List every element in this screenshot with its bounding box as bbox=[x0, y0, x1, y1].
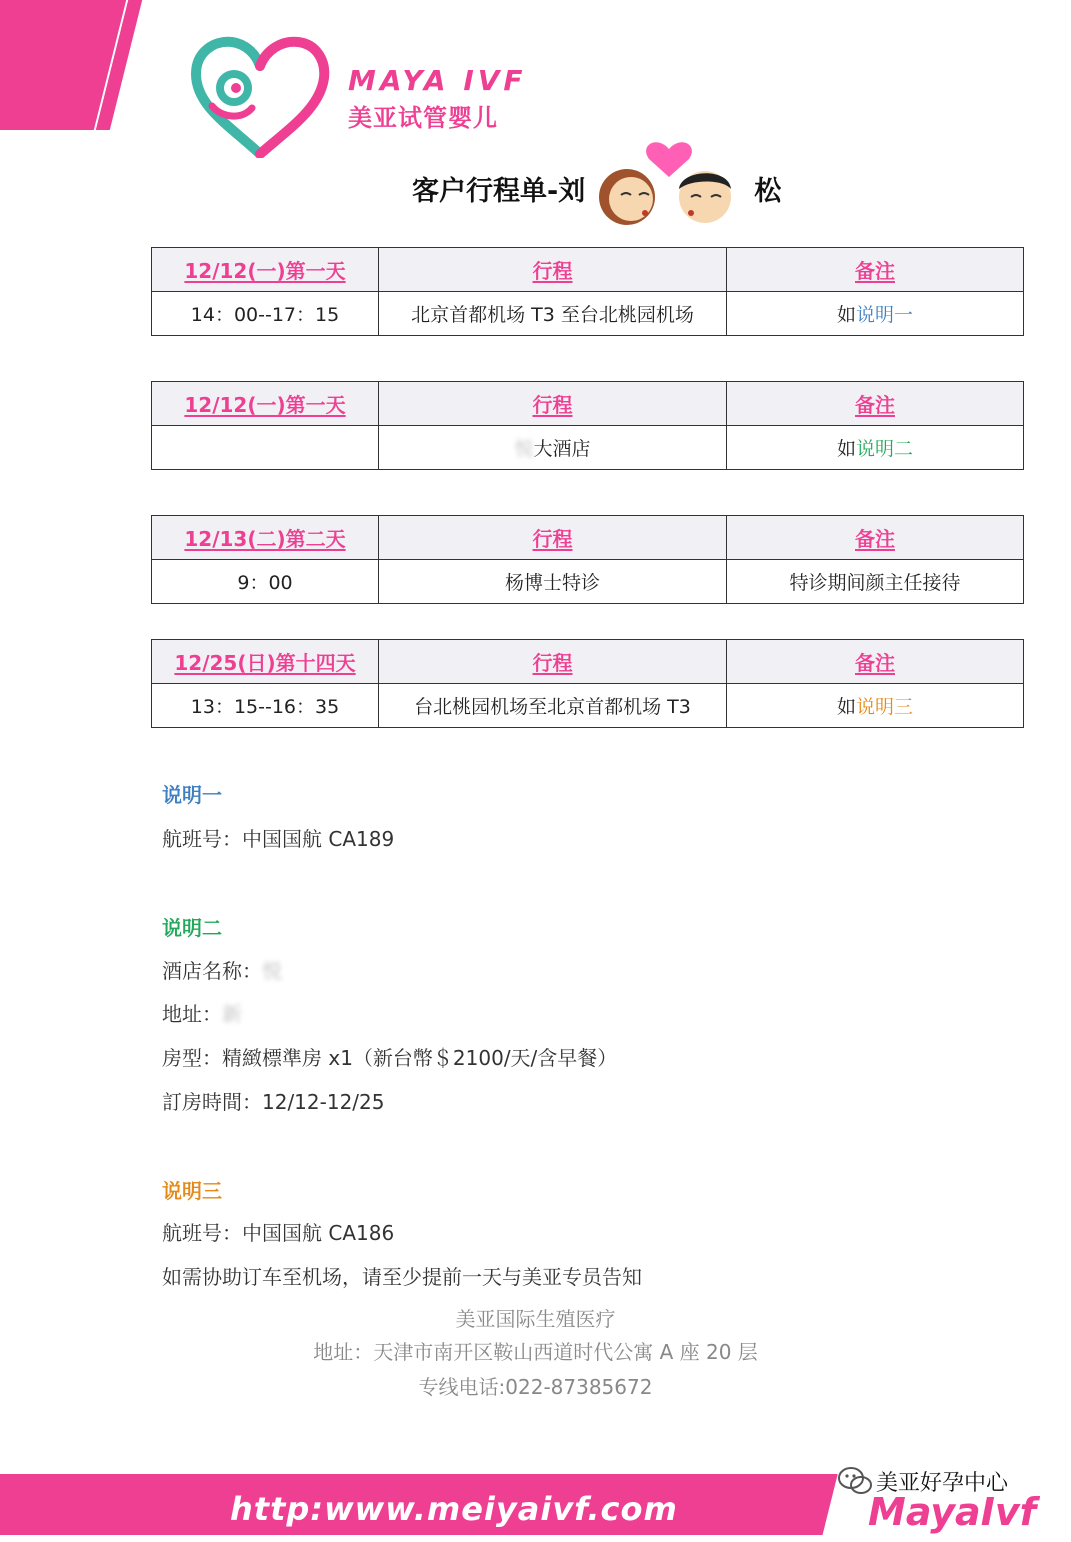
itinerary-table-day14 bbox=[151, 639, 1024, 728]
time-cell: 9：00 bbox=[152, 560, 379, 604]
note-link-one: 说明一 bbox=[856, 304, 914, 326]
footer-address: 地址：天津市南开区鞍山西道时代公寓 A 座 20 层 bbox=[313, 1340, 758, 1364]
note-two-address: 地址：新 bbox=[162, 1002, 242, 1026]
note-header: 备注 bbox=[727, 640, 1024, 684]
brand-name-cn: 美亚试管婴儿 bbox=[348, 104, 498, 132]
note-two-booking: 訂房時間：12/12-12/25 bbox=[162, 1090, 385, 1114]
table-header-row bbox=[152, 516, 1024, 560]
note-two-heading: 说明二 bbox=[162, 916, 222, 940]
table-header-row bbox=[152, 382, 1024, 426]
note-cell: 特诊期间颜主任接待 bbox=[727, 560, 1024, 604]
brand-name-en: MAYA IVF bbox=[348, 64, 527, 97]
itinerary-cell: 杨博士特诊 bbox=[379, 560, 727, 604]
note-one-flight: 航班号：中国国航 CA189 bbox=[162, 827, 395, 851]
note-header: 备注 bbox=[727, 382, 1024, 426]
day-label: 12/25(日)第十四天 bbox=[152, 640, 379, 684]
itinerary-header: 行程 bbox=[379, 640, 727, 684]
table-header-row bbox=[152, 640, 1024, 684]
maya-heart-logo-icon bbox=[190, 36, 330, 158]
note-header: 备注 bbox=[727, 248, 1024, 292]
itinerary-cell: 悦大酒店 bbox=[379, 426, 727, 470]
day-label: 12/12(一)第一天 bbox=[152, 248, 379, 292]
footer-org: 美亚国际生殖医疗 bbox=[455, 1307, 616, 1331]
note-three-car: 如需协助订车至机场，请至少提前一天与美亚专员告知 bbox=[162, 1265, 642, 1289]
note-cell: 如说明一 bbox=[727, 292, 1024, 336]
page-title bbox=[412, 166, 781, 210]
itinerary-header: 行程 bbox=[379, 516, 727, 560]
note-link-two: 说明二 bbox=[856, 438, 914, 460]
itinerary-table-day1-flight bbox=[151, 247, 1024, 336]
itinerary-header: 行程 bbox=[379, 382, 727, 426]
footer-url: http:www.meiyaivf.com bbox=[230, 1490, 678, 1528]
table-row bbox=[152, 292, 1024, 336]
itinerary-cell: 台北桃园机场至北京首都机场 T3 bbox=[379, 684, 727, 728]
footer-phone: 专线电话:022-87385672 bbox=[418, 1375, 653, 1399]
table-row bbox=[152, 684, 1024, 728]
table-row bbox=[152, 426, 1024, 470]
day-label: 12/12(一)第一天 bbox=[152, 382, 379, 426]
title-text-prefix: 客户行程单-刘 bbox=[412, 175, 586, 207]
note-cell: 如说明三 bbox=[727, 684, 1024, 728]
itinerary-header: 行程 bbox=[379, 248, 727, 292]
note-link-three: 说明三 bbox=[856, 696, 914, 718]
itinerary-cell: 北京首都机场 T3 至台北桃园机场 bbox=[379, 292, 727, 336]
table-header-row bbox=[152, 248, 1024, 292]
time-cell: 13：15--16：35 bbox=[152, 684, 379, 728]
time-cell: 14：00--17：15 bbox=[152, 292, 379, 336]
wechat-icon bbox=[838, 1466, 872, 1496]
note-two-room: 房型：精緻標準房 x1（新台幣＄2100/天/含早餐） bbox=[162, 1046, 618, 1070]
itinerary-table-day2 bbox=[151, 515, 1024, 604]
note-cell: 如说明二 bbox=[727, 426, 1024, 470]
title-text-suffix: 松 bbox=[754, 175, 782, 207]
table-row bbox=[152, 560, 1024, 604]
note-three-heading: 说明三 bbox=[162, 1179, 222, 1203]
watermark-text: 美亚好孕中心 bbox=[876, 1471, 1009, 1496]
kissing-couple-emoji-icon bbox=[587, 137, 752, 227]
watermark-brand: MayaIvf bbox=[868, 1490, 1037, 1534]
note-header: 备注 bbox=[727, 516, 1024, 560]
note-one-heading: 说明一 bbox=[162, 783, 222, 807]
itinerary-table-day1-hotel bbox=[151, 381, 1024, 470]
note-three-flight: 航班号：中国国航 CA186 bbox=[162, 1221, 395, 1245]
note-two-hotel: 酒店名称：悦 bbox=[162, 959, 282, 983]
time-cell bbox=[152, 426, 379, 470]
day-label: 12/13(二)第二天 bbox=[152, 516, 379, 560]
